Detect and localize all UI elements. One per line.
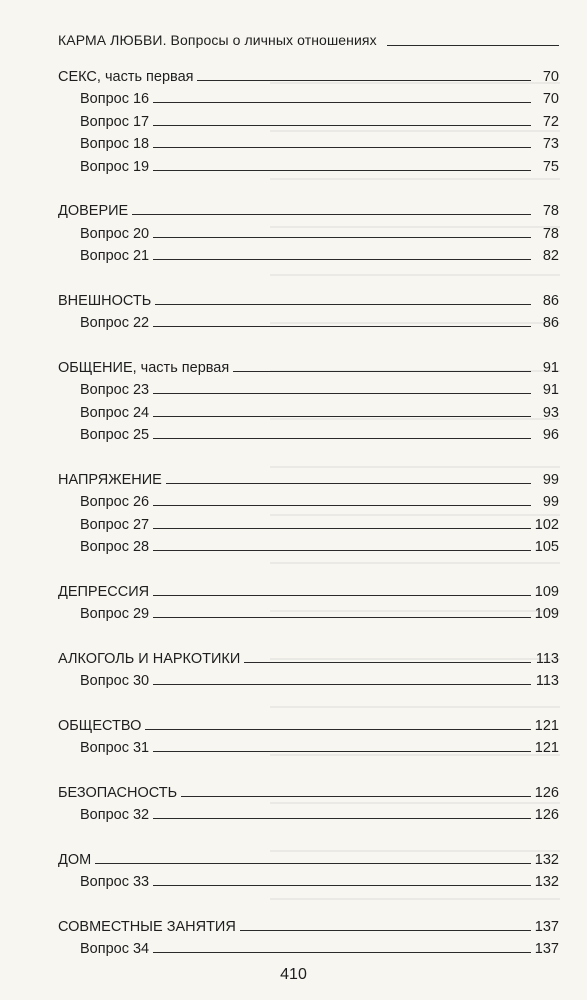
- leader-line: [153, 885, 531, 886]
- toc-chapter-entry: [58, 286, 559, 309]
- leader-line: [166, 483, 531, 484]
- page-ref: 78: [542, 203, 559, 219]
- page-ref: 132: [534, 874, 559, 890]
- page-ref: 91: [542, 382, 559, 398]
- leader-line: [95, 863, 531, 864]
- page-ref: 70: [542, 91, 559, 107]
- toc-chapter-entry: [58, 711, 559, 734]
- leader-line: [153, 952, 531, 953]
- question-title: Вопрос 28: [80, 539, 150, 555]
- toc-section: [58, 912, 559, 957]
- leader-line: [145, 729, 530, 730]
- page-ref: 96: [542, 427, 559, 443]
- leader-line: [153, 751, 531, 752]
- page-ref: 70: [542, 68, 559, 85]
- page-ref: 109: [534, 583, 559, 600]
- page-ref: 105: [534, 539, 559, 555]
- leader-line: [153, 416, 531, 417]
- running-header: [58, 26, 559, 48]
- leader-line: [240, 930, 531, 931]
- table-of-contents: [58, 62, 559, 979]
- toc-subentry: [58, 130, 559, 153]
- page-ref: 102: [534, 516, 559, 533]
- toc-chapter-entry: [58, 845, 559, 868]
- question-title: Вопрос 26: [80, 494, 150, 510]
- leader-line: [153, 505, 531, 506]
- toc-subentry: [58, 801, 559, 824]
- toc-subentry: [58, 376, 559, 399]
- leader-line: [153, 595, 531, 596]
- page-ref: 99: [542, 494, 559, 510]
- question-title: Вопрос 27: [80, 516, 150, 533]
- toc-chapter-entry: [58, 778, 559, 801]
- page-ref: 73: [542, 136, 559, 152]
- toc-subentry: [58, 734, 559, 757]
- page-ref: 82: [542, 248, 559, 264]
- leader-line: [153, 259, 531, 260]
- page-ref: 137: [534, 918, 559, 935]
- question-title: Вопрос 24: [80, 404, 150, 421]
- leader-line: [153, 125, 531, 126]
- toc-subentry: [58, 488, 559, 511]
- page-ref: 99: [542, 471, 559, 488]
- page-ref: 91: [542, 359, 559, 376]
- toc-subentry: [58, 868, 559, 891]
- chapter-title: ДОМ: [58, 851, 92, 868]
- page-ref: 93: [542, 404, 559, 421]
- chapter-title: СОВМЕСТНЫЕ ЗАНЯТИЯ: [58, 918, 236, 935]
- leader-line: [153, 170, 531, 171]
- toc-chapter-entry: [58, 197, 559, 220]
- leader-line: [233, 371, 531, 372]
- toc-subentry: [58, 85, 559, 108]
- chapter-title: ДОВЕРИЕ: [58, 203, 129, 219]
- question-title: Вопрос 33: [80, 874, 150, 890]
- question-title: Вопрос 18: [80, 136, 150, 152]
- toc-subentry: [58, 510, 559, 533]
- toc-section: [58, 577, 559, 622]
- question-title: Вопрос 17: [80, 113, 150, 130]
- page-ref: 126: [534, 784, 559, 801]
- leader-line: [153, 237, 531, 238]
- toc-chapter-entry: [58, 577, 559, 600]
- question-title: Вопрос 19: [80, 158, 150, 175]
- chapter-title: ОБЩЕНИЕ, часть первая: [58, 359, 230, 376]
- toc-section: [58, 711, 559, 756]
- question-title: Вопрос 32: [80, 807, 150, 823]
- page-ref: 86: [542, 315, 559, 331]
- leader-line: [153, 550, 531, 551]
- page-ref: 121: [534, 740, 559, 756]
- question-title: Вопрос 25: [80, 427, 150, 443]
- toc-section: [58, 286, 559, 331]
- toc-chapter-entry: [58, 465, 559, 488]
- question-title: Вопрос 30: [80, 673, 150, 689]
- question-title: Вопрос 29: [80, 606, 150, 622]
- page-ref: 137: [534, 941, 559, 957]
- page-ref: 78: [542, 225, 559, 242]
- question-title: Вопрос 23: [80, 382, 150, 398]
- question-title: Вопрос 34: [80, 941, 150, 957]
- leader-line: [153, 438, 531, 439]
- toc-section: [58, 62, 559, 175]
- leader-line: [153, 393, 531, 394]
- toc-section: [58, 353, 559, 443]
- toc-chapter-entry: [58, 353, 559, 376]
- leader-line: [132, 214, 531, 215]
- toc-subentry: [58, 152, 559, 175]
- page-ref: 113: [535, 673, 559, 689]
- page-ref: 109: [534, 606, 559, 622]
- page-ref: 75: [542, 158, 559, 175]
- question-title: Вопрос 31: [80, 740, 150, 756]
- question-title: Вопрос 22: [80, 315, 150, 331]
- toc-section: [58, 465, 559, 555]
- chapter-title: СЕКС, часть первая: [58, 68, 194, 85]
- leader-line: [153, 617, 531, 618]
- leader-line: [153, 326, 531, 327]
- question-title: Вопрос 16: [80, 91, 150, 107]
- toc-subentry: [58, 533, 559, 556]
- toc-section: [58, 644, 559, 689]
- chapter-title: БЕЗОПАСНОСТЬ: [58, 784, 178, 801]
- toc-section: [58, 778, 559, 823]
- toc-subentry: [58, 309, 559, 332]
- leader-line: [153, 818, 531, 819]
- chapter-title: ВНЕШНОСТЬ: [58, 292, 152, 309]
- toc-subentry: [58, 421, 559, 444]
- page-ref: 86: [542, 292, 559, 309]
- leader-line: [181, 796, 531, 797]
- chapter-title: АЛКОГОЛЬ И НАРКОТИКИ: [58, 650, 241, 667]
- chapter-title: ДЕПРЕССИЯ: [58, 583, 150, 600]
- page-number: 410: [280, 966, 307, 983]
- header-title: КАРМА ЛЮБВИ. Вопросы о личных отношениях: [58, 32, 377, 48]
- toc-subentry: [58, 600, 559, 623]
- toc-section: [58, 845, 559, 890]
- toc-subentry: [58, 935, 559, 958]
- page-ref: 132: [534, 851, 559, 868]
- page-ref: 72: [542, 113, 559, 130]
- toc-chapter-entry: [58, 912, 559, 935]
- toc-subentry: [58, 107, 559, 130]
- leader-line: [244, 662, 531, 663]
- leader-line: [153, 102, 531, 103]
- leader-line: [153, 147, 531, 148]
- toc-chapter-entry: [58, 644, 559, 667]
- leader-line: [153, 684, 531, 685]
- toc-subentry: [58, 667, 559, 690]
- page-ref: 126: [534, 807, 559, 823]
- toc-chapter-entry: [58, 62, 559, 85]
- header-rule: [387, 45, 559, 46]
- toc-subentry: [58, 219, 559, 242]
- page-ref: 121: [534, 717, 559, 734]
- toc-subentry: [58, 242, 559, 265]
- toc-section: [58, 197, 559, 265]
- page-ref: 113: [535, 650, 559, 667]
- leader-line: [155, 304, 531, 305]
- leader-line: [197, 80, 531, 81]
- leader-line: [153, 528, 531, 529]
- question-title: Вопрос 21: [80, 248, 150, 264]
- question-title: Вопрос 20: [80, 225, 150, 242]
- toc-subentry: [58, 398, 559, 421]
- chapter-title: НАПРЯЖЕНИЕ: [58, 471, 162, 488]
- chapter-title: ОБЩЕСТВО: [58, 717, 142, 734]
